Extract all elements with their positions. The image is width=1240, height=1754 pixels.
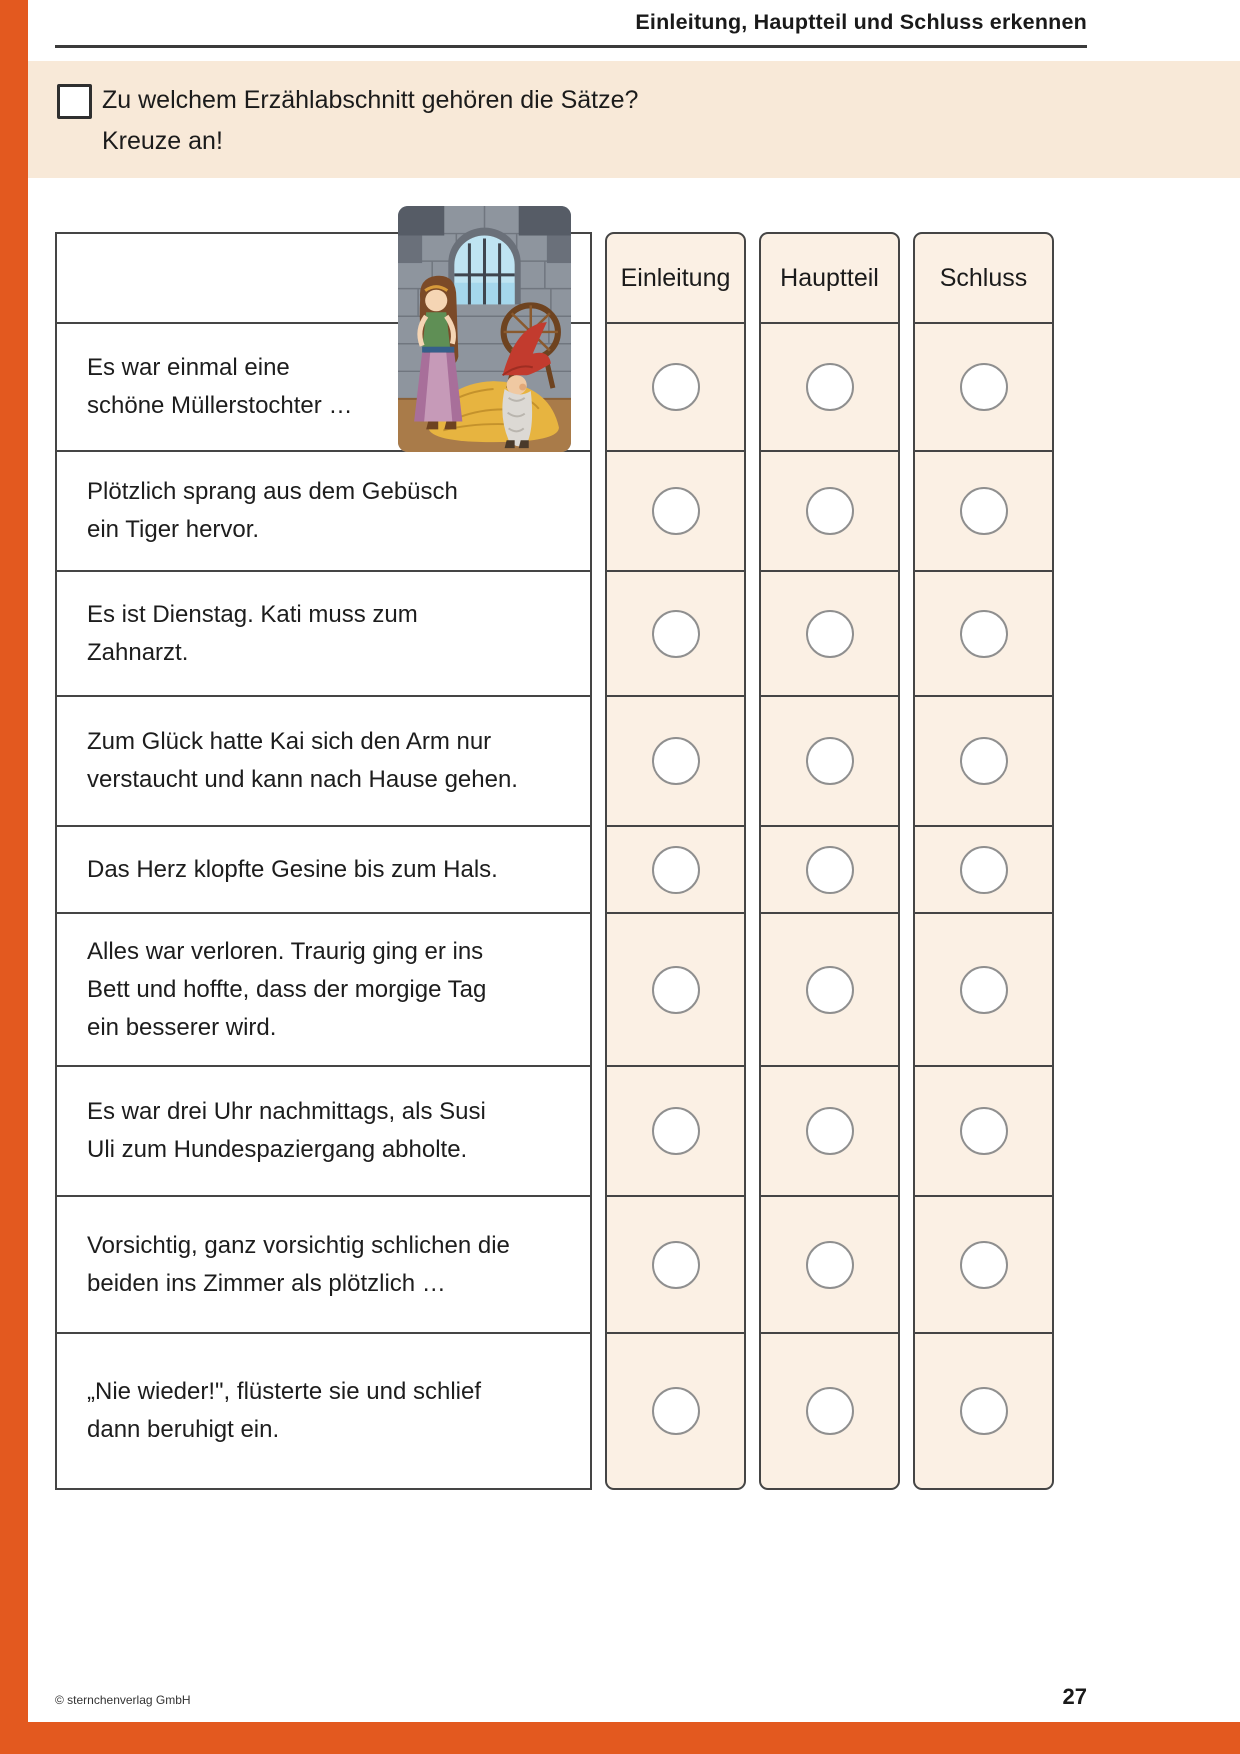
sentence-text: Es war drei Uhr nachmittags, als Susi Uli zum Hundespaziergang abholte. <box>87 1098 486 1163</box>
answer-cell <box>607 572 744 697</box>
answer-circle[interactable] <box>652 1107 700 1155</box>
sentence-row <box>57 1067 590 1197</box>
sentence-row <box>57 452 590 572</box>
answer-cell <box>915 914 1052 1067</box>
answer-cell <box>607 1067 744 1197</box>
sentence-text: Es ist Dienstag. Kati muss zum Zahnarzt. <box>87 600 418 666</box>
answer-cell <box>607 827 744 914</box>
answer-cell <box>915 1197 1052 1334</box>
task-question: Zu welchem Erzählabschnitt gehören die Sätze? <box>102 86 639 114</box>
answer-circle[interactable] <box>652 1241 700 1289</box>
header-divider <box>55 45 1087 48</box>
answer-column-header: Hauptteil <box>761 234 898 324</box>
answer-cell <box>607 324 744 452</box>
answer-cell <box>915 827 1052 914</box>
answer-circle[interactable] <box>806 737 854 785</box>
answer-cell <box>761 1067 898 1197</box>
sentence-text: „Nie wieder!", flüsterte sie und schlief dann beruhigt ein. <box>87 1378 482 1443</box>
answer-cell <box>607 1334 744 1488</box>
answer-column-hauptteil <box>759 232 900 1490</box>
answer-cell <box>607 1197 744 1334</box>
sentence-row <box>57 572 590 697</box>
answer-cell <box>607 697 744 827</box>
answer-circle[interactable] <box>960 737 1008 785</box>
answer-cell <box>761 572 898 697</box>
answer-cell <box>915 697 1052 827</box>
sentence-text: Das Herz klopfte Gesine bis zum Hals. <box>87 855 498 883</box>
answer-column-einleitung <box>605 232 746 1490</box>
answer-cell <box>761 827 898 914</box>
answer-circle[interactable] <box>652 487 700 535</box>
answer-circle[interactable] <box>652 610 700 658</box>
task-banner <box>28 61 1240 178</box>
answer-cell <box>915 452 1052 572</box>
answer-circle[interactable] <box>806 846 854 894</box>
answer-column-header: Einleitung <box>607 234 744 324</box>
answer-circle[interactable] <box>960 363 1008 411</box>
answer-cell <box>761 324 898 452</box>
task-instruction: Kreuze an! <box>102 127 223 155</box>
sentence-row <box>57 1197 590 1334</box>
sentence-text: Zum Glück hatte Kai sich den Arm nur verstaucht und kann nach Hause gehen. <box>87 728 518 793</box>
copyright-text: © sternchenverlag GmbH <box>55 1693 191 1707</box>
page-footer <box>55 1684 1087 1710</box>
fairytale-illustration <box>398 206 571 452</box>
answer-cell <box>761 697 898 827</box>
answer-columns <box>605 232 1054 1490</box>
answer-circle[interactable] <box>652 363 700 411</box>
answer-circle[interactable] <box>960 846 1008 894</box>
answer-circle[interactable] <box>960 1387 1008 1435</box>
answer-cell <box>761 1334 898 1488</box>
answer-circle[interactable] <box>806 1387 854 1435</box>
answer-column-schluss <box>913 232 1054 1490</box>
answer-cell <box>915 1334 1052 1488</box>
answer-cell <box>915 1067 1052 1197</box>
answer-circle[interactable] <box>652 966 700 1014</box>
answer-cell <box>761 452 898 572</box>
answer-circle[interactable] <box>960 1107 1008 1155</box>
task-text <box>102 80 638 162</box>
answer-circle[interactable] <box>806 966 854 1014</box>
sentence-text: Plötzlich sprang aus dem Gebüsch ein Tiger hervor. <box>87 478 458 543</box>
answer-cell <box>915 324 1052 452</box>
fairytale-scene-icon <box>398 206 571 452</box>
sentence-text: Es war einmal eine schöne Müllerstochter … <box>87 354 353 419</box>
sentence-row <box>57 1334 590 1488</box>
answer-circle[interactable] <box>960 966 1008 1014</box>
answer-circle[interactable] <box>806 1241 854 1289</box>
bottom-accent-bar <box>0 1722 1240 1754</box>
answer-circle[interactable] <box>960 487 1008 535</box>
left-accent-bar <box>0 0 28 1754</box>
answer-circle[interactable] <box>806 487 854 535</box>
sentence-row <box>57 697 590 827</box>
answer-cell <box>607 452 744 572</box>
answer-circle[interactable] <box>806 1107 854 1155</box>
answer-circle[interactable] <box>652 737 700 785</box>
answer-circle[interactable] <box>652 1387 700 1435</box>
task-checkbox[interactable] <box>57 84 92 119</box>
sentence-row <box>57 914 590 1067</box>
page-header-title: Einleitung, Hauptteil und Schluss erkennen <box>635 10 1087 34</box>
answer-circle[interactable] <box>806 610 854 658</box>
answer-circle[interactable] <box>806 363 854 411</box>
answer-cell <box>761 914 898 1067</box>
sentence-text: Alles war verloren. Traurig ging er ins Bett und hoffte, dass der morgige Tag ein besserer wird. <box>87 937 487 1041</box>
answer-circle[interactable] <box>960 610 1008 658</box>
answer-circle[interactable] <box>960 1241 1008 1289</box>
page-number: 27 <box>1062 1684 1087 1709</box>
answer-cell <box>915 572 1052 697</box>
answer-cell <box>607 914 744 1067</box>
answer-cell <box>761 1197 898 1334</box>
answer-column-header: Schluss <box>915 234 1052 324</box>
answer-circle[interactable] <box>652 846 700 894</box>
sentence-row <box>57 827 590 914</box>
sentence-text: Vorsichtig, ganz vorsichtig schlichen die beiden ins Zimmer als plötzlich … <box>87 1231 510 1297</box>
